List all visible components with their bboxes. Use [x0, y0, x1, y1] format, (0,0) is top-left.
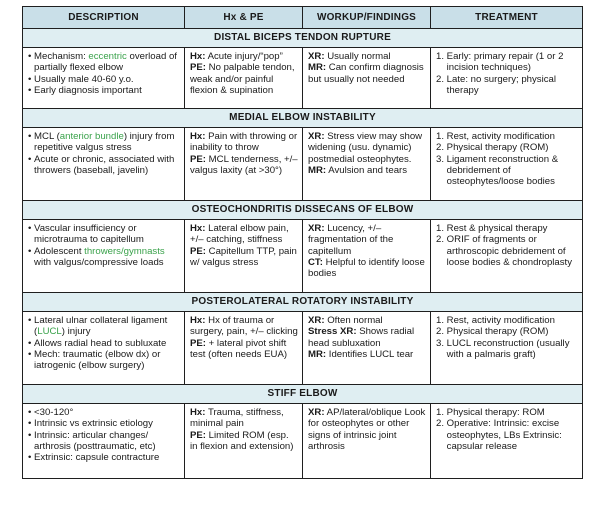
item-text: ORIF of fragments or arthroscopic debridement of loose bodies & chondroplasty [446, 234, 573, 268]
header-row [23, 7, 583, 29]
finding-entry [308, 349, 426, 360]
finding-entry [308, 315, 426, 326]
workup-cell [303, 48, 431, 109]
finding-label: MR: [308, 164, 327, 176]
finding-label: CT: [308, 256, 323, 268]
table-row [23, 48, 583, 109]
section-title: STIFF ELBOW [23, 385, 583, 404]
text-fragment: ) injury from repetitive valgus stress [34, 131, 175, 154]
finding-text: Capitellum TTP, pain w/ valgus stress [190, 245, 297, 268]
text-fragment: Mech: traumatic (elbow dx) or iatrogenic (elbow surgery) [34, 348, 161, 372]
section-title: POSTEROLATERAL ROTATORY INSTABILITY [23, 293, 583, 312]
elbow-conditions-table [22, 6, 583, 479]
finding-entry [308, 62, 426, 85]
item-number: 2. [436, 73, 447, 85]
bullet-item [28, 131, 180, 154]
numbered-item [436, 154, 578, 188]
numbered-item [436, 142, 578, 153]
description-cell [23, 220, 185, 293]
finding-label: PE: [190, 62, 206, 74]
finding-text: Lucency, +/– fragmentation of the capitellum [308, 223, 394, 257]
bullet-text [34, 223, 180, 246]
workup-cell [303, 128, 431, 201]
section-title-row [23, 385, 583, 404]
item-text: Physical therapy (ROM) [446, 142, 549, 154]
finding-entry [308, 51, 426, 62]
finding-label: Hx: [190, 51, 206, 62]
text-fragment: Intrinsic vs extrinsic etiology [34, 418, 153, 430]
treatment-cell [431, 128, 583, 201]
numbered-item [436, 407, 578, 418]
table-row [23, 220, 583, 293]
text-fragment: Extrinsic: capsule contracture [34, 452, 160, 464]
bullet-marker: • [28, 84, 35, 96]
hx-pe-cell [185, 220, 303, 293]
finding-label: Hx: [190, 131, 206, 142]
numbered-item [436, 418, 578, 452]
finding-text: Hx of trauma or surgery, pain, +/– clicking [190, 315, 298, 338]
item-number: 1. [436, 223, 447, 234]
finding-entry [190, 154, 298, 177]
text-fragment: Vascular insufficiency or microtrauma to capitellum [34, 223, 144, 246]
bullet-marker: • [28, 153, 35, 165]
bullet-text [34, 418, 180, 429]
finding-label: PE: [190, 153, 206, 165]
text-fragment: MCL ( [34, 131, 60, 142]
table-body [23, 29, 583, 479]
header-workup-findings: WORKUP/FINDINGS [303, 7, 431, 29]
item-text: Physical therapy (ROM) [446, 326, 549, 338]
workup-cell [303, 220, 431, 293]
finding-entry [190, 315, 298, 338]
text-fragment: <30-120° [34, 407, 74, 418]
item-text: Physical therapy: ROM [446, 407, 545, 418]
bullet-item [28, 349, 180, 372]
table-row [23, 404, 583, 479]
item-text: LUCL reconstruction (usually with a palmaris graft) [446, 337, 570, 360]
bullet-text [34, 315, 180, 338]
header-description: DESCRIPTION [23, 7, 185, 29]
finding-label: PE: [190, 245, 206, 257]
numbered-item [436, 131, 578, 142]
table-row [23, 128, 583, 201]
section-title: MEDIAL ELBOW INSTABILITY [23, 109, 583, 128]
treatment-cell [431, 312, 583, 385]
finding-text: Lateral elbow pain, +/– catching, stiffness [190, 223, 289, 246]
hx-pe-cell [185, 312, 303, 385]
bullet-item [28, 338, 180, 349]
text-fragment: Adolescent [34, 245, 85, 257]
bullet-item [28, 418, 180, 429]
finding-text: + lateral pivot shift test (often needs EUA) [190, 337, 288, 360]
text-fragment: Allows radial head to subluxate [34, 337, 167, 349]
text-fragment: overload of partially flexed elbow [34, 51, 177, 74]
finding-text: MCL tenderness, +/– valgus laxity (at >30°) [190, 153, 298, 176]
finding-entry [308, 326, 426, 349]
reference-table-container [22, 6, 582, 479]
item-text: Rest, activity modification [446, 315, 555, 326]
finding-entry [308, 407, 426, 452]
bullet-text [34, 349, 180, 372]
numbered-item [436, 326, 578, 337]
finding-entry [308, 223, 426, 257]
bullet-text [34, 85, 180, 96]
highlighted-term: anterior bundle [59, 131, 124, 142]
finding-entry [190, 338, 298, 361]
finding-text: Acute injury/“pop” [205, 51, 283, 62]
table-row [23, 312, 583, 385]
item-text: Operative: Intrinsic: excise osteophytes, LBs Extrinsic: capsular release [446, 418, 562, 452]
hx-pe-cell [185, 48, 303, 109]
bullet-text [34, 154, 180, 177]
item-number: 1. [436, 51, 447, 62]
highlighted-term: LUCL [37, 326, 62, 338]
text-fragment: with valgus/compressive loads [34, 256, 164, 268]
treatment-cell [431, 220, 583, 293]
bullet-marker: • [28, 337, 35, 349]
item-text: Rest & physical therapy [446, 223, 548, 234]
header-hx-pe: Hx & PE [185, 7, 303, 29]
bullet-item [28, 246, 180, 269]
item-text: Early: primary repair (1 or 2 incision techniques) [446, 51, 564, 74]
text-fragment: ) injury [61, 326, 91, 338]
finding-label: XR: [308, 407, 325, 418]
description-cell [23, 404, 185, 479]
finding-label: Hx: [190, 407, 206, 418]
hx-pe-cell [185, 128, 303, 201]
numbered-item [436, 74, 578, 97]
finding-label: Stress XR: [308, 326, 357, 338]
description-cell [23, 128, 185, 201]
bullet-text [34, 430, 180, 453]
bullet-marker: • [28, 348, 35, 360]
numbered-item [436, 315, 578, 326]
finding-text: Can confirm diagnosis but usually not needed [308, 62, 424, 85]
numbered-item [436, 338, 578, 361]
finding-label: XR: [308, 223, 325, 234]
numbered-item [436, 234, 578, 268]
bullet-text [34, 407, 180, 418]
bullet-text [34, 338, 180, 349]
bullet-item [28, 452, 180, 463]
finding-entry [190, 430, 298, 453]
finding-text: Helpful to identify loose bodies [308, 256, 425, 280]
bullet-item [28, 407, 180, 418]
item-number: 1. [436, 407, 447, 418]
finding-label: PE: [190, 429, 206, 441]
bullet-marker: • [28, 315, 35, 326]
item-number: 2. [436, 326, 447, 338]
finding-entry [308, 131, 426, 165]
finding-entry [190, 223, 298, 246]
bullet-text [34, 74, 180, 85]
workup-cell [303, 312, 431, 385]
header-treatment: TREATMENT [431, 7, 583, 29]
item-text: Late: no surgery; physical therapy [446, 73, 556, 96]
item-number: 3. [436, 337, 447, 349]
bullet-marker: • [28, 429, 35, 441]
finding-text: Stress view may show widening (usu. dynamic) postmedial osteophytes. [308, 131, 423, 165]
bullet-marker: • [28, 73, 35, 85]
finding-entry [308, 257, 426, 280]
bullet-item [28, 430, 180, 453]
bullet-item [28, 154, 180, 177]
finding-text: Trauma, stiffness, minimal pain [190, 407, 284, 430]
finding-text: Limited ROM (esp. in flexion and extension) [190, 429, 294, 452]
finding-label: PE: [190, 337, 206, 349]
section-title-row [23, 201, 583, 220]
finding-text: Identifies LUCL tear [326, 348, 414, 360]
finding-entry [190, 62, 298, 96]
finding-entry [308, 165, 426, 176]
bullet-marker: • [28, 131, 35, 142]
finding-text: Avulsion and tears [326, 164, 408, 176]
finding-text: Shows radial head subluxation [308, 326, 415, 349]
item-number: 2. [436, 418, 447, 430]
description-cell [23, 312, 185, 385]
section-title: DISTAL BICEPS TENDON RUPTURE [23, 29, 583, 48]
bullet-marker: • [28, 51, 35, 62]
highlighted-term: eccentric [88, 51, 127, 62]
hx-pe-cell [185, 404, 303, 479]
finding-label: MR: [308, 348, 327, 360]
finding-entry [190, 51, 298, 62]
text-fragment: Usually male 40-60 y.o. [34, 73, 134, 85]
finding-label: XR: [308, 315, 325, 326]
item-number: 2. [436, 142, 447, 154]
treatment-cell [431, 48, 583, 109]
highlighted-term: throwers/gymnasts [84, 245, 165, 257]
finding-text: AP/lateral/oblique Look for osteophytes or other signs of intrinsic joint arthrosis [308, 407, 426, 452]
item-number: 2. [436, 234, 447, 246]
bullet-text [34, 131, 180, 154]
bullet-marker: • [28, 452, 35, 464]
finding-text: No palpable tendon, weak and/or painful flexion & supination [190, 62, 295, 96]
finding-text: Usually normal [324, 51, 391, 62]
text-fragment: Mechanism: [34, 51, 89, 62]
item-text: Ligament reconstruction & debridement of osteophytes/loose bodies [446, 153, 559, 188]
numbered-item [436, 51, 578, 74]
section-title-row [23, 29, 583, 48]
text-fragment: Acute or chronic, associated with throwers (baseball, javelin) [34, 153, 175, 176]
bullet-text [34, 51, 180, 74]
description-cell [23, 48, 185, 109]
bullet-item [28, 51, 180, 74]
treatment-cell [431, 404, 583, 479]
section-title: OSTEOCHONDRITIS DISSECANS OF ELBOW [23, 201, 583, 220]
finding-label: XR: [308, 131, 325, 142]
item-number: 3. [436, 153, 447, 165]
bullet-marker: • [28, 407, 35, 418]
bullet-marker: • [28, 245, 35, 257]
item-number: 1. [436, 131, 447, 142]
item-number: 1. [436, 315, 447, 326]
bullet-text [34, 246, 180, 269]
finding-label: Hx: [190, 315, 206, 326]
item-text: Rest, activity modification [446, 131, 555, 142]
text-fragment: Intrinsic: articular changes/ arthrosis (posttraumatic, etc) [34, 429, 156, 452]
finding-entry [190, 131, 298, 154]
bullet-text [34, 452, 180, 463]
bullet-item [28, 315, 180, 338]
finding-entry [190, 407, 298, 430]
finding-label: XR: [308, 51, 325, 62]
bullet-item [28, 74, 180, 85]
numbered-item [436, 223, 578, 234]
finding-label: MR: [308, 62, 327, 74]
text-fragment: Early diagnosis important [34, 84, 142, 96]
section-title-row [23, 109, 583, 128]
workup-cell [303, 404, 431, 479]
text-fragment: Lateral ulnar collateral ligament ( [34, 315, 168, 338]
section-title-row [23, 293, 583, 312]
finding-entry [190, 246, 298, 269]
bullet-item [28, 223, 180, 246]
bullet-item [28, 85, 180, 96]
finding-label: Hx: [190, 223, 206, 234]
bullet-marker: • [28, 418, 35, 430]
finding-text: Often normal [324, 315, 383, 326]
bullet-marker: • [28, 223, 35, 234]
finding-text: Pain with throwing or inability to throw [190, 131, 298, 154]
